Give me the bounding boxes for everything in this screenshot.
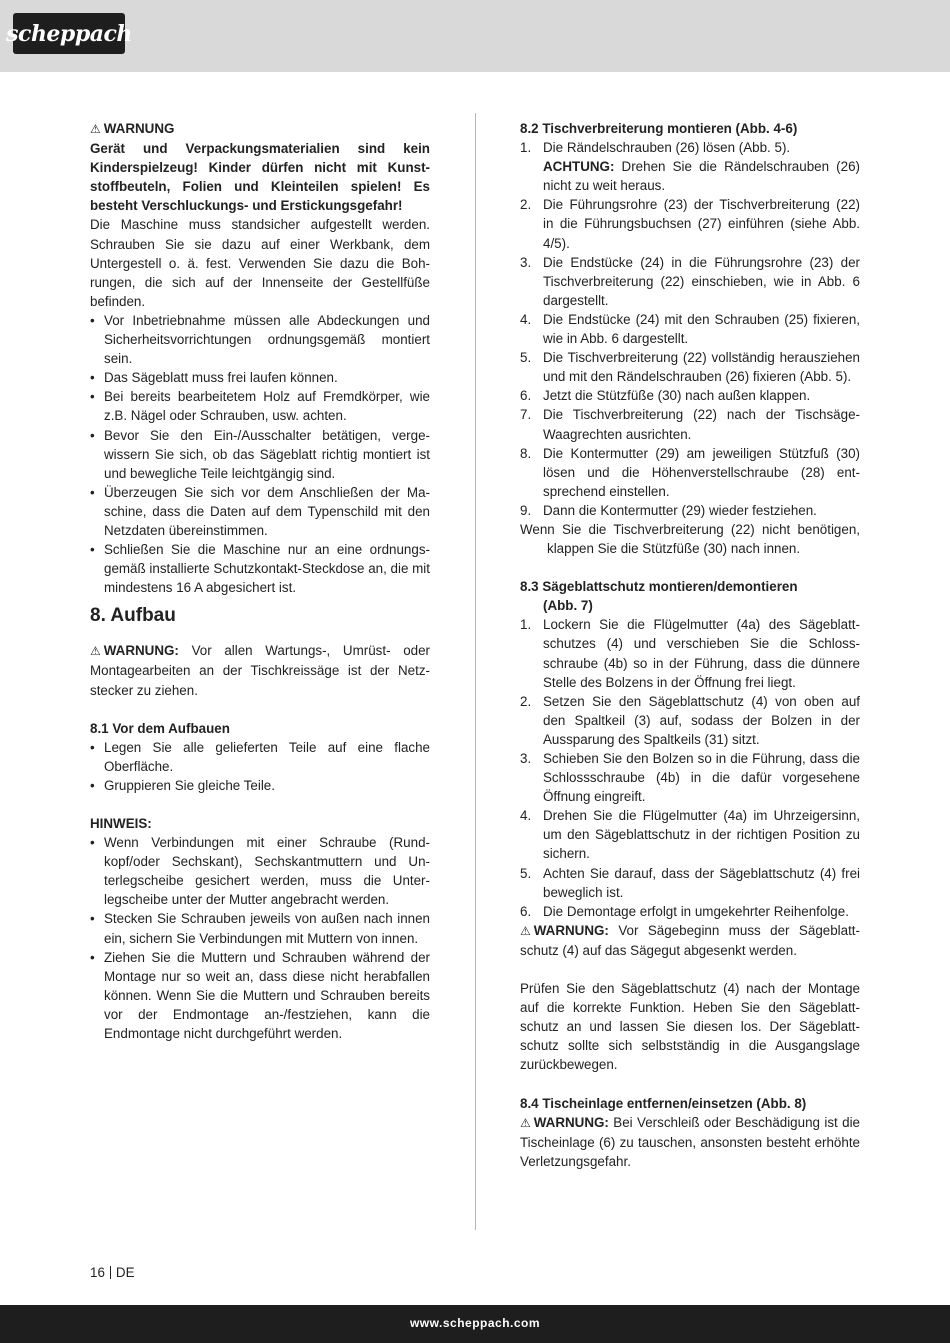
page-number: 16 DE	[90, 1265, 135, 1280]
scheppach-logo: scheppach	[13, 13, 125, 54]
list-item: • Bevor Sie den Ein-/Ausschalter betätigen, vergewissern Sie sich, ob das Sägeblatt richtig montiert ist und bewegliche Teile leichtgängig sind.	[90, 426, 430, 483]
warning-triangle-icon: ⚠	[520, 1115, 531, 1130]
list-item: • Stecken Sie Schrauben jeweils von außen nach innen ein, sichern Sie Verbindungen mit Muttern von innen.	[90, 909, 430, 947]
list-item: 3. Schieben Sie den Bolzen so in die Führung, dass die Schlossschraube (4b) in die dafür vorgesehene Öffnung eingreift.	[520, 751, 860, 805]
website-link[interactable]: www.scheppach.com	[409, 1316, 541, 1330]
list-item: 1. Lockern Sie die Flügelmutter (4a) des Sägeblattschutzes (4) und verschieben Sie die Schlossschraube (4b) so in der Führung, dass die dünnere Stelle des Bolzens in der Öffnung frei liegt.	[520, 617, 860, 690]
hint-title: HINWEIS:	[90, 816, 152, 831]
table-extension-steps-cont	[520, 195, 860, 520]
list-item: 2. Die Führungsrohre (23) der Tischverbreiterung (22) in die Führungsbuchsen (27) einführen (siehe Abb. 4/5).	[520, 197, 860, 251]
warning-text: Gerät und Verpackungsmaterialien sind kein Kinderspielzeug! Kinder dürfen nicht mit Kunststoffbeuteln, Folien und Kleinteilen spielen! Es besteht Verschluckungs- und Erstickungsgefahr!	[90, 141, 430, 214]
warning-triangle-icon: ⚠	[520, 923, 531, 938]
list-item: • Überzeugen Sie sich vor dem Anschließen der Maschine, dass die Daten auf dem Typenschild mit den Netzdaten übereinstimmen.	[90, 483, 430, 540]
list-item: • Gruppieren Sie gleiche Teile.	[90, 776, 430, 795]
list-item: • Schließen Sie die Maschine nur an eine ordnungsgemäß installierte Schutzkontakt-Steckdose an, die mit mindestens 16 A abgesichert ist.	[90, 540, 430, 597]
column-divider	[475, 113, 476, 1230]
safety-bullet-list	[90, 311, 430, 597]
footer-bar	[0, 1305, 950, 1343]
list-item: 4. Die Endstücke (24) mit den Schrauben (25) fixieren, wie in Abb. 6 dargestellt.	[520, 311, 860, 347]
list-item: 1. Die Rändelschrauben (26) lösen (Abb. 5).	[520, 140, 791, 156]
subsection-title: 8.4 Tischeinlage entfernen/einsetzen (Abb. 8)	[520, 1095, 807, 1111]
table-extension-note: Wenn Sie die Tischverbreiterung (22) nicht benötigen, klappen Sie die Stützfüße (30) nach innen.	[520, 521, 860, 557]
list-item: 8. Die Kontermutter (29) am jeweiligen Stützfuß (30) lösen und die Höhenverstellschraube (28) entsprechend einstellen.	[520, 445, 860, 499]
table-extension-steps	[520, 138, 860, 157]
warning-paragraph: ⚠ WARNUNG: Bei Verschleiß oder Beschädigung ist die Tischeinlage (6) zu tauschen, ansonsten besteht erhöhte Verletzungsgefahr.	[520, 1114, 860, 1169]
attention-note: ACHTUNG: Drehen Sie die Rändelschrauben (26) nicht zu weit heraus.	[543, 159, 860, 194]
warning-paragraph: ⚠ WARNUNG: Vor allen Wartungs-, Umrüst- oder Montagearbeiten an der Tischkreissäge ist der Netzstecker zu ziehen.	[90, 643, 430, 698]
subsection-title-cont: (Abb. 7)	[543, 598, 593, 614]
subsection-title: 8.2 Tischverbreiterung montieren (Abb. 4-6)	[520, 121, 798, 136]
check-paragraph: Prüfen Sie den Sägeblattschutz (4) nach der Montage auf die korrekte Funktion. Heben Sie den Sägeblattschutz an und lassen Sie diesen los. Der Sägeblattschutz sollte sich selbstständig in die Ausgangslage zurückbewegen.	[520, 981, 860, 1073]
list-item: • Legen Sie alle gelieferten Teile auf eine flache Oberfläche.	[90, 738, 430, 776]
section-title: 8. Aufbau	[90, 605, 176, 627]
list-item: • Das Sägeblatt muss frei laufen können.	[90, 368, 430, 387]
subsection-title: 8.3 Sägeblattschutz montieren/demontieren	[520, 579, 798, 595]
intro-paragraph: Die Maschine muss standsicher aufgestellt werden. Schrauben Sie sie dazu auf einer Werkbank, dem Untergestell o. ä. fest. Verwenden Sie dazu die Bohrungen, die sich auf der Innenseite der Gestellfüße befinden.	[90, 217, 430, 309]
warning-triangle-icon: ⚠	[90, 122, 101, 136]
list-item: • Wenn Verbindungen mit einer Schraube (Rundkopf/oder Sechskant), Sechskantmuttern und Unterlegscheibe gesichert werden, muss die Unterlegscheibe unter der Mutter angebracht werden.	[90, 833, 430, 909]
list-item: 7. Die Tischverbreiterung (22) nach der Tischsäge-Waagrechten ausrichten.	[520, 407, 860, 442]
subsection-title: 8.1 Vor dem Aufbauen	[90, 720, 230, 736]
left-column	[90, 119, 430, 1043]
list-item: • Vor Inbetriebnahme müssen alle Abdeckungen und Sicherheitsvorrichtungen ordnungsgemäß montiert sein.	[90, 311, 430, 368]
list-item: 3. Die Endstücke (24) in die Führungsrohre (23) der Tischverbreiterung (22) einschieben, wie in Abb. 6 dargestellt.	[520, 254, 860, 308]
header-bar	[0, 0, 950, 72]
list-item: • Bei bereits bearbeitetem Holz auf Fremdkörper, wie z.B. Nägel oder Schrauben, usw. achten.	[90, 387, 430, 425]
list-item: 4. Drehen Sie die Flügelmutter (4a) im Uhrzeigersinn, um den Sägeblattschutz in der richtigen Position zu sichern.	[520, 808, 860, 862]
list-item: 2. Setzen Sie den Sägeblattschutz (4) von oben auf den Spaltkeil (3) auf, sodass der Bolzen in der Aussparung des Spaltkeils (31) sitzt.	[520, 693, 860, 747]
hint-bullet-list	[90, 833, 430, 1043]
list-item: 9. Dann die Kontermutter (29) wieder festziehen.	[520, 502, 817, 518]
preparation-bullet-list	[90, 738, 430, 795]
list-item: 5. Achten Sie darauf, dass der Sägeblattschutz (4) frei beweglich ist.	[520, 865, 860, 900]
list-item: 6. Jetzt die Stützfüße (30) nach außen klappen.	[520, 388, 811, 404]
list-item: 6. Die Demontage erfolgt in umgekehrter Reihenfolge.	[520, 903, 849, 919]
blade-guard-steps	[520, 615, 860, 921]
warning-triangle-icon: ⚠	[90, 644, 101, 659]
list-item: • Ziehen Sie die Muttern und Schrauben während der Montage nur so weit an, dass diese nicht herabfallen können. Wenn Sie die Muttern und Schrauben bereits vor der Endmontage an-/festziehen, kann die Endmontage nicht durchgeführt werden.	[90, 948, 430, 1043]
warning-paragraph: ⚠ WARNUNG: Vor Sägebeginn muss der Sägeblattschutz (4) auf das Sägegut abgesenkt werden.	[520, 922, 860, 958]
list-item: 5. Die Tischverbreiterung (22) vollständig herausziehen und mit den Rändelschrauben (26) fixieren (Abb. 5).	[520, 350, 860, 385]
warning-heading: ⚠ WARNUNG	[90, 119, 430, 139]
right-column	[520, 119, 860, 1171]
